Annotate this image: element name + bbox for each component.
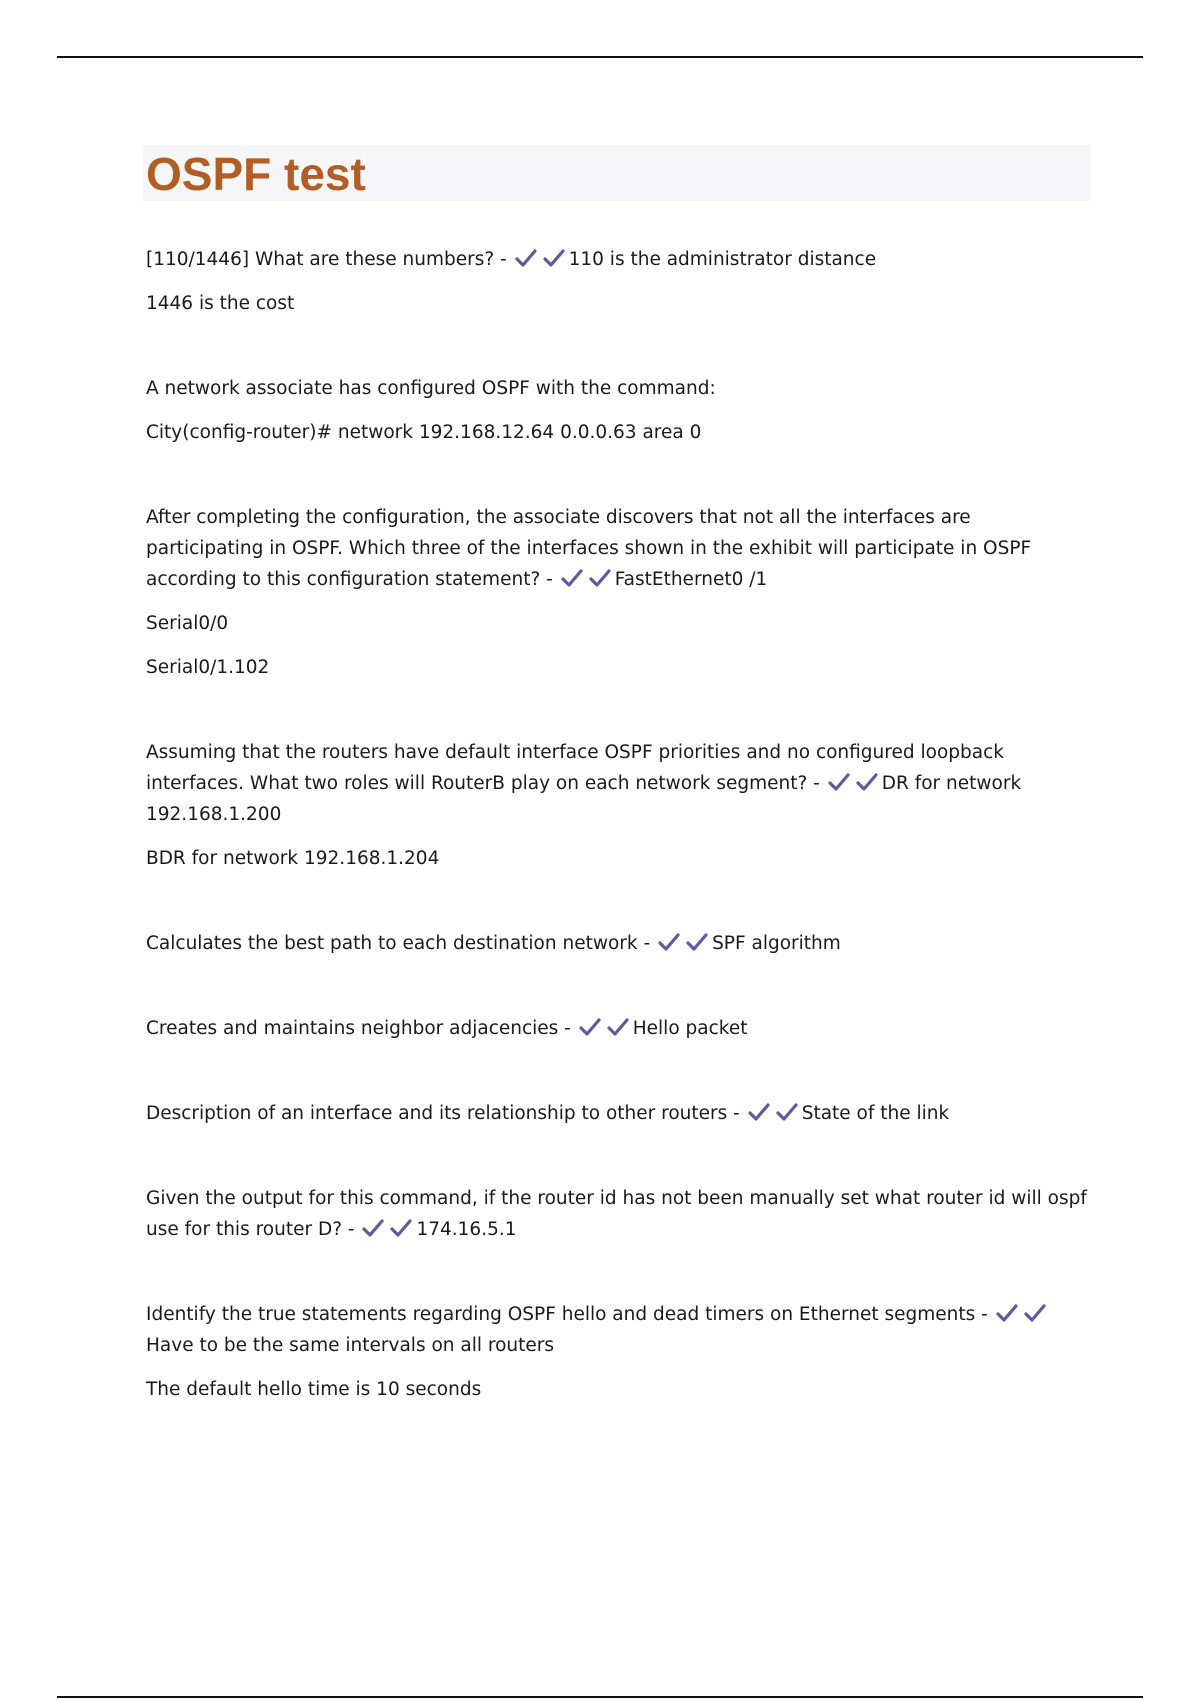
question-text: After completing the configuration, the associate discovers that not all the interfaces are participating in OSPF. Which three of the interfaces shown in the exhibit will participate in OSPF according to this configuration statement? -	[146, 507, 1032, 590]
qa-item	[146, 502, 1091, 683]
answer-extra-line: City(config-router)# network 192.168.12.64 0.0.0.63 area 0	[146, 422, 702, 443]
answer-text: SPF algorithm	[712, 933, 841, 954]
question-text: Description of an interface and its relationship to other routers -	[146, 1103, 740, 1124]
check-icon	[746, 1101, 772, 1123]
answer-text: Have to be the same intervals on all routers	[146, 1335, 555, 1356]
answer-checkmarks	[577, 1013, 633, 1044]
qa-item	[146, 1299, 1091, 1405]
qa-question-line	[146, 1183, 1091, 1245]
qa-item	[146, 373, 1091, 448]
check-icon	[774, 1101, 800, 1123]
answer-extra-line: Serial0/0	[146, 613, 229, 634]
answer-checkmarks	[656, 928, 712, 959]
qa-item	[146, 1183, 1091, 1245]
answer-text: 110 is the administrator distance	[568, 249, 877, 270]
question-text: Creates and maintains neighbor adjacencies -	[146, 1018, 571, 1039]
question-text: Assuming that the routers have default interface OSPF priorities and no configured loopback interfaces. What two roles will RouterB play on each network segment? -	[146, 742, 1004, 794]
check-icon	[360, 1217, 386, 1239]
qa-item	[146, 244, 1091, 319]
answer-checkmarks	[994, 1299, 1050, 1330]
qa-list	[146, 244, 1091, 1459]
check-icon	[513, 247, 539, 269]
qa-question-line	[146, 737, 1091, 830]
check-icon	[994, 1302, 1020, 1324]
qa-question-line	[146, 244, 1091, 275]
check-icon	[1022, 1302, 1048, 1324]
qa-question-line	[146, 1013, 1091, 1044]
qa-question-line	[146, 1299, 1091, 1361]
answer-text: 174.16.5.1	[416, 1219, 517, 1240]
check-icon	[541, 247, 567, 269]
question-text: [110/1446] What are these numbers? -	[146, 249, 507, 270]
question-text: Given the output for this command, if the router id has not been manually set what router id will ospf use for this router D? -	[146, 1188, 1087, 1240]
question-text: Calculates the best path to each destination network -	[146, 933, 651, 954]
qa-item	[146, 1013, 1091, 1044]
page-title: OSPF test	[146, 148, 366, 200]
answer-checkmarks	[360, 1214, 416, 1245]
question-text: A network associate has configured OSPF with the command:	[146, 378, 716, 399]
qa-item	[146, 737, 1091, 874]
qa-question-line	[146, 502, 1091, 595]
check-icon	[854, 771, 880, 793]
answer-text: State of the link	[801, 1103, 950, 1124]
answer-extra-line: BDR for network 192.168.1.204	[146, 848, 440, 869]
check-icon	[388, 1217, 414, 1239]
answer-checkmarks	[559, 564, 615, 595]
qa-question-line	[146, 373, 1091, 404]
answer-checkmarks	[746, 1098, 802, 1129]
answer-extra-line: 1446 is the cost	[146, 293, 295, 314]
qa-item	[146, 1098, 1091, 1129]
answer-extra-line: Serial0/1.102	[146, 657, 270, 678]
answer-checkmarks	[513, 244, 569, 275]
answer-extra-line: The default hello time is 10 seconds	[146, 1379, 482, 1400]
qa-item	[146, 928, 1091, 959]
check-icon	[656, 931, 682, 953]
check-icon	[826, 771, 852, 793]
answer-text: FastEthernet0 /1	[614, 569, 768, 590]
check-icon	[559, 567, 585, 589]
qa-question-line	[146, 1098, 1091, 1129]
check-icon	[577, 1016, 603, 1038]
header-rule	[57, 56, 1143, 58]
check-icon	[605, 1016, 631, 1038]
qa-question-line	[146, 928, 1091, 959]
answer-text: DR for network 192.168.1.200	[146, 773, 1022, 825]
footer-rule	[57, 1696, 1143, 1698]
check-icon	[684, 931, 710, 953]
check-icon	[587, 567, 613, 589]
answer-text: Hello packet	[632, 1018, 748, 1039]
question-text: Identify the true statements regarding OSPF hello and dead timers on Ethernet segments -	[146, 1304, 988, 1325]
answer-checkmarks	[826, 768, 882, 799]
